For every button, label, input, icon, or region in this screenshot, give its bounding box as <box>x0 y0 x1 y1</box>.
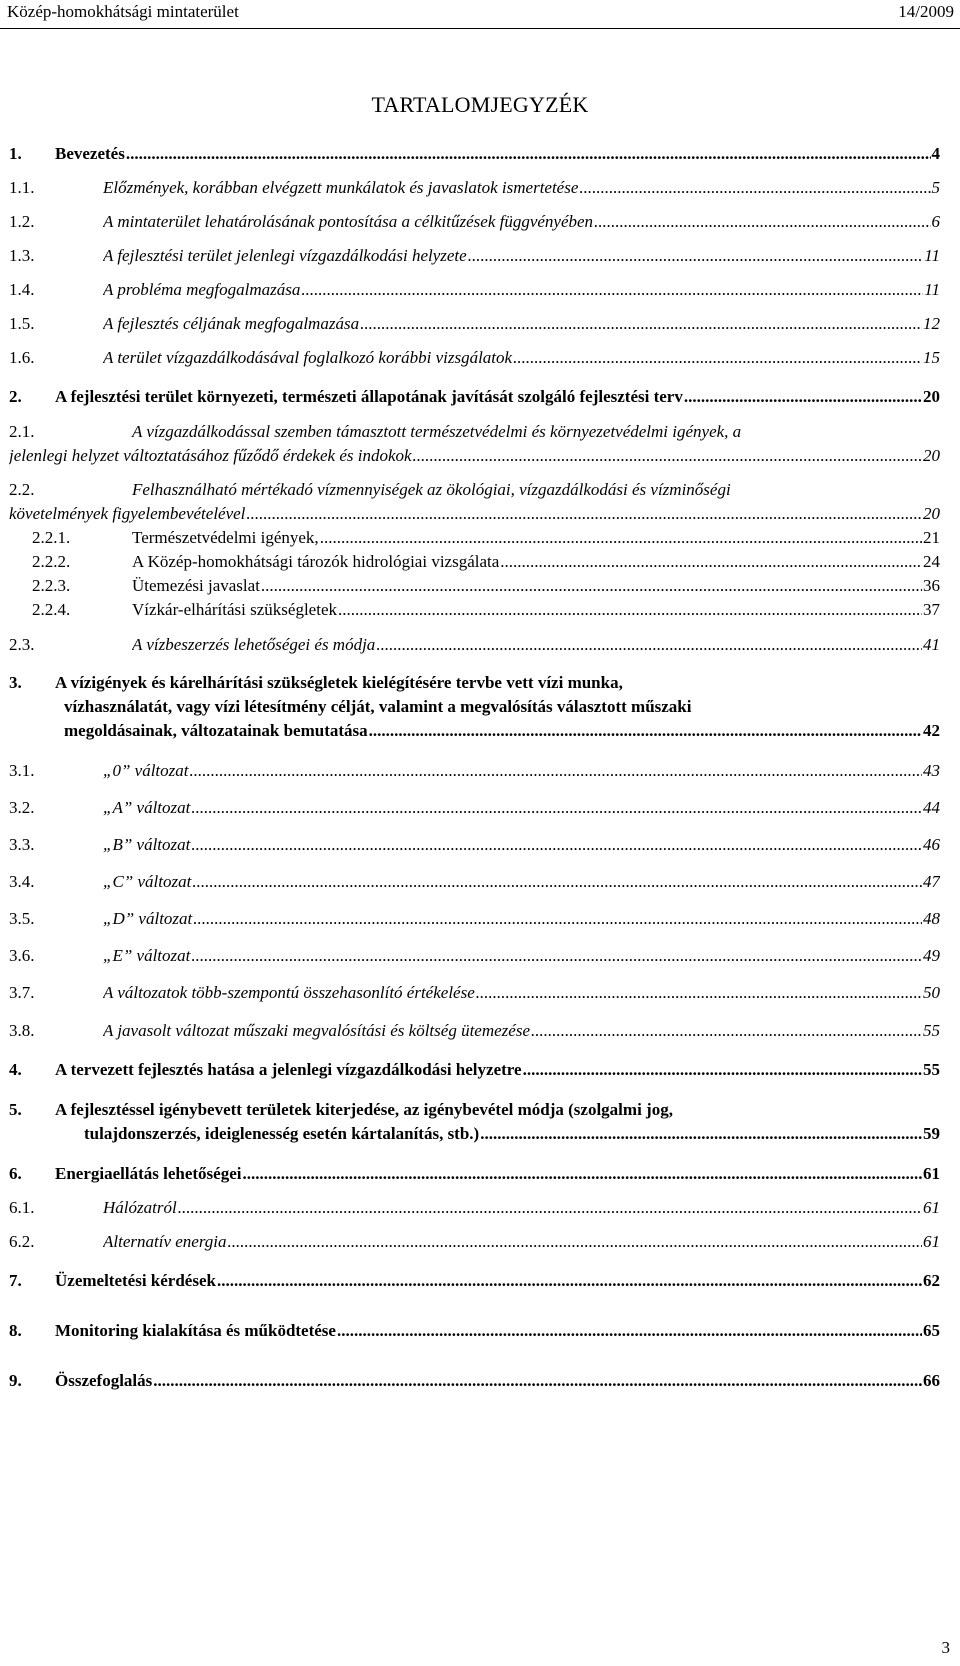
toc-entry-number: 3.5. <box>9 909 35 928</box>
toc-leader-dots <box>261 576 922 596</box>
toc-entry-title: A Közép-homokhátsági tározók hidrológiai vizsgálata <box>132 552 500 571</box>
toc-entry-title: A vízbeszerzés lehetőségei és módja <box>132 635 376 654</box>
toc-entry-number: 9. <box>9 1371 22 1390</box>
toc-entry[interactable] <box>0 1371 960 1391</box>
toc-entry-number: 6. <box>9 1164 22 1183</box>
toc-entry-page: 55 <box>923 1021 940 1040</box>
toc-entry-page: 24 <box>923 552 940 571</box>
toc-entry-page: 42 <box>923 721 940 740</box>
toc-entry[interactable] <box>0 1124 960 1144</box>
toc-leader-dots <box>531 1021 922 1041</box>
toc-entry-title: A terület vízgazdálkodásával foglalkozó korábbi vizsgálatok <box>103 348 513 367</box>
toc-leader-dots <box>191 835 922 855</box>
toc-leader-dots <box>243 1164 923 1184</box>
toc-leader-dots <box>178 1198 922 1218</box>
toc-entry-title: A fejlesztés céljának megfogalmazása <box>103 314 360 333</box>
toc-entry-page: 50 <box>923 983 940 1002</box>
toc-entry-page: 41 <box>923 635 940 654</box>
toc-entry-number: 2.2.2. <box>32 552 71 571</box>
toc-leader-dots <box>468 246 924 266</box>
toc-entry-number: 1.5. <box>9 314 35 333</box>
toc-entry-page: 61 <box>923 1198 940 1217</box>
toc-leader-dots <box>153 1371 922 1391</box>
toc-entry[interactable] <box>0 1164 960 1184</box>
toc-leader-dots <box>320 528 922 548</box>
toc-entry-page: 11 <box>924 246 940 265</box>
toc-entry-title: A javasolt változat műszaki megvalósítási és költség ütemezése <box>103 1021 530 1040</box>
toc-leader-dots <box>193 909 922 929</box>
toc-entry-page: 65 <box>923 1321 940 1340</box>
toc-entry-page: 21 <box>923 528 940 547</box>
toc-entry-number: 1. <box>9 144 22 163</box>
toc-entry[interactable] <box>0 212 960 232</box>
toc-entry-number: 3.6. <box>9 946 35 965</box>
toc-entry-number: 2.2.1. <box>32 528 71 547</box>
toc-entry-title: megoldásainak, változatainak bemutatása <box>64 721 368 740</box>
toc-entry-number: 3.1. <box>9 761 35 780</box>
toc-entry[interactable] <box>0 528 960 548</box>
toc-entry-title: „C” változat <box>103 872 192 891</box>
toc-entry[interactable] <box>0 314 960 334</box>
toc-entry-title: A fejlesztési terület környezeti, természeti állapotának javítását szolgáló fejlesztési terv <box>55 387 683 406</box>
toc-entry[interactable] <box>0 446 960 466</box>
toc-entry[interactable] <box>0 1232 960 1252</box>
toc-entry-number: 3.8. <box>9 1021 35 1040</box>
toc-entry-title: „E” változat <box>103 946 191 965</box>
toc-entry-title-line-2: vízhasználatát, vagy vízi létesítmény célját, valamint a megvalósítás választott műszaki <box>64 697 692 716</box>
toc-entry-title: Monitoring kialakítása és működtetése <box>55 1321 336 1340</box>
toc-entry-number: 3.7. <box>9 983 35 1002</box>
toc-entry[interactable] <box>0 552 960 572</box>
toc-entry-number: 1.2. <box>9 212 35 231</box>
toc-entry-page: 49 <box>923 946 940 965</box>
toc-entry-page: 43 <box>923 761 940 780</box>
toc-entry-title: A probléma megfogalmazása <box>103 280 301 299</box>
toc-entry-number: 2.2. <box>9 480 35 499</box>
toc-entry-title: „0” változat <box>103 761 189 780</box>
toc-entry-page: 4 <box>931 144 940 163</box>
toc-entry[interactable] <box>0 1021 960 1041</box>
toc-entry[interactable] <box>0 1060 960 1080</box>
toc-leader-dots <box>579 178 930 198</box>
toc-entry-page: 12 <box>923 314 940 333</box>
toc-leader-dots <box>413 446 922 466</box>
toc-entry-title: Ütemezési javaslat <box>132 576 260 595</box>
toc-leader-dots <box>190 761 923 781</box>
toc-entry-title: A mintaterület lehatárolásának pontosítása a célkitűzések függvényében <box>103 212 594 231</box>
toc-entry-number: 1.3. <box>9 246 35 265</box>
toc-leader-dots <box>217 1271 922 1291</box>
toc-entry[interactable] <box>0 909 960 929</box>
toc-entry-page: 47 <box>923 872 940 891</box>
toc-leader-dots <box>126 144 931 164</box>
toc-entry-page: 20 <box>923 504 940 523</box>
toc-entry-page: 59 <box>923 1124 940 1143</box>
toc-leader-dots <box>476 983 922 1003</box>
toc-entry-title: Előzmények, korábban elvégzett munkálatok és javaslatok ismertetése <box>103 178 579 197</box>
toc-entry[interactable] <box>0 280 960 300</box>
toc-entry-number: 2. <box>9 387 22 406</box>
toc-entry-page: 36 <box>923 576 940 595</box>
toc-entry[interactable] <box>0 576 960 596</box>
toc-leader-dots <box>228 1232 922 1252</box>
toc-entry-number: 3.2. <box>9 798 35 817</box>
toc-entry-number: 1.4. <box>9 280 35 299</box>
toc-leader-dots <box>191 798 922 818</box>
toc-entry-title: Bevezetés <box>55 144 125 163</box>
toc-entry-number: 3.4. <box>9 872 35 891</box>
toc-entry-number: 3. <box>9 673 22 692</box>
toc-leader-dots <box>684 387 922 407</box>
page-title: TARTALOMJEGYZÉK <box>371 92 589 117</box>
toc-entry[interactable] <box>0 946 960 966</box>
toc-leader-dots <box>301 280 923 300</box>
toc-entry-title: tulajdonszerzés, ideiglenesség esetén kártalanítás, stb.) <box>84 1124 480 1143</box>
toc-entry-title-line-1: A vízigények és kárelhárítási szükségletek kielégítésére tervbe vett vízi munka, <box>55 673 623 692</box>
toc-leader-dots <box>192 872 922 892</box>
toc-entry-page: 5 <box>931 178 940 197</box>
page-number: 3 <box>941 1638 950 1657</box>
header-document-title: Közép-homokhátsági mintaterület <box>7 2 239 21</box>
toc-entry[interactable] <box>0 144 960 164</box>
toc-entry-title: „A” változat <box>103 798 191 817</box>
toc-entry-number: 2.3. <box>9 635 35 654</box>
toc-entry-number: 2.2.3. <box>32 576 71 595</box>
toc-entry-page: 46 <box>923 835 940 854</box>
toc-leader-dots <box>480 1124 922 1144</box>
toc-entry-title: jelenlegi helyzet változtatásához fűződő érdekek és indokok <box>9 446 412 465</box>
toc-entry[interactable] <box>0 1198 960 1218</box>
toc-entry-title-line-1: A fejlesztéssel igénybevett területek kiterjedése, az igénybevétel módja (szolgalmi jog, <box>55 1100 673 1119</box>
toc-entry-number: 7. <box>9 1271 22 1290</box>
toc-entry-title: A tervezett fejlesztés hatása a jelenlegi vízgazdálkodási helyzetre <box>55 1060 522 1079</box>
toc-entry-title: Alternatív energia <box>103 1232 227 1251</box>
toc-entry[interactable] <box>0 504 960 524</box>
toc-entry[interactable] <box>0 178 960 198</box>
toc-entry-page: 44 <box>923 798 940 817</box>
toc-entry-title-line-1: A vízgazdálkodással szemben támasztott természetvédelmi és környezetvédelmi igények, a <box>132 422 742 441</box>
toc-entry[interactable] <box>0 721 960 741</box>
toc-leader-dots <box>513 348 922 368</box>
toc-entry-page: 55 <box>923 1060 940 1079</box>
toc-entry-title: Összefoglalás <box>55 1371 153 1390</box>
toc-entry-title: Energiaellátás lehetőségei <box>55 1164 242 1183</box>
toc-entry[interactable] <box>0 1321 960 1341</box>
toc-entry-number: 1.1. <box>9 178 35 197</box>
toc-entry-number: 6.2. <box>9 1232 35 1251</box>
toc-entry-title-line-1: Felhasználható mértékadó vízmennyiségek az ökológiai, vízgazdálkodási és vízminőségi <box>132 480 731 499</box>
toc-entry-number: 2.2.4. <box>32 600 71 619</box>
toc-entry[interactable] <box>0 348 960 368</box>
toc-entry-page: 66 <box>923 1371 940 1390</box>
toc-leader-dots <box>500 552 922 572</box>
toc-leader-dots <box>246 504 922 524</box>
toc-entry[interactable] <box>0 872 960 892</box>
toc-leader-dots <box>191 946 922 966</box>
toc-entry[interactable] <box>0 600 960 620</box>
toc-entry-page: 15 <box>923 348 940 367</box>
toc-entry-title: Üzemeltetési kérdések <box>55 1271 216 1290</box>
toc-entry-page: 61 <box>923 1232 940 1251</box>
toc-leader-dots <box>360 314 922 334</box>
toc-entry[interactable] <box>0 798 960 818</box>
toc-entry[interactable] <box>0 1271 960 1291</box>
toc-entry[interactable] <box>0 246 960 266</box>
toc-entry-page: 20 <box>923 446 940 465</box>
running-header <box>0 0 960 29</box>
toc-entry-title: követelmények figyelembevételével <box>9 504 246 523</box>
toc-leader-dots <box>369 721 922 741</box>
toc-entry-title: A fejlesztési terület jelenlegi vízgazdálkodási helyzete <box>103 246 467 265</box>
toc-entry-number: 8. <box>9 1321 22 1340</box>
toc-leader-dots <box>337 1321 922 1341</box>
toc-entry-number: 1.6. <box>9 348 35 367</box>
header-report-number: 14/2009 <box>898 2 954 21</box>
toc-entry-number: 2.1. <box>9 422 35 441</box>
toc-entry-title: Hálózatról <box>103 1198 177 1217</box>
toc-entry-page: 11 <box>924 280 940 299</box>
toc-entry-page: 48 <box>923 909 940 928</box>
toc-leader-dots <box>523 1060 922 1080</box>
toc-leader-dots <box>376 635 922 655</box>
toc-entry[interactable] <box>0 761 960 781</box>
toc-leader-dots <box>338 600 922 620</box>
toc-entry-page: 62 <box>923 1271 940 1290</box>
toc-entry-page: 20 <box>923 387 940 406</box>
toc-entry-number: 6.1. <box>9 1198 35 1217</box>
toc-entry[interactable] <box>0 983 960 1003</box>
toc-entry-title: Természetvédelmi igények, <box>132 528 319 547</box>
toc-entry[interactable] <box>0 635 960 655</box>
toc-entry-title: „B” változat <box>103 835 191 854</box>
toc-entry-number: 4. <box>9 1060 22 1079</box>
toc-entry[interactable] <box>0 835 960 855</box>
toc-entry-page: 61 <box>923 1164 940 1183</box>
toc-entry[interactable] <box>0 387 960 407</box>
toc-entry-title: A változatok több-szempontú összehasonlító értékelése <box>103 983 475 1002</box>
toc-entry-number: 5. <box>9 1100 22 1119</box>
toc-leader-dots <box>594 212 930 232</box>
toc-entry-number: 3.3. <box>9 835 35 854</box>
toc-entry-title: „D” változat <box>103 909 193 928</box>
toc-entry-page: 6 <box>931 212 940 231</box>
toc-entry-title: Vízkár-elhárítási szükségletek <box>132 600 337 619</box>
toc-entry-page: 37 <box>923 600 940 619</box>
